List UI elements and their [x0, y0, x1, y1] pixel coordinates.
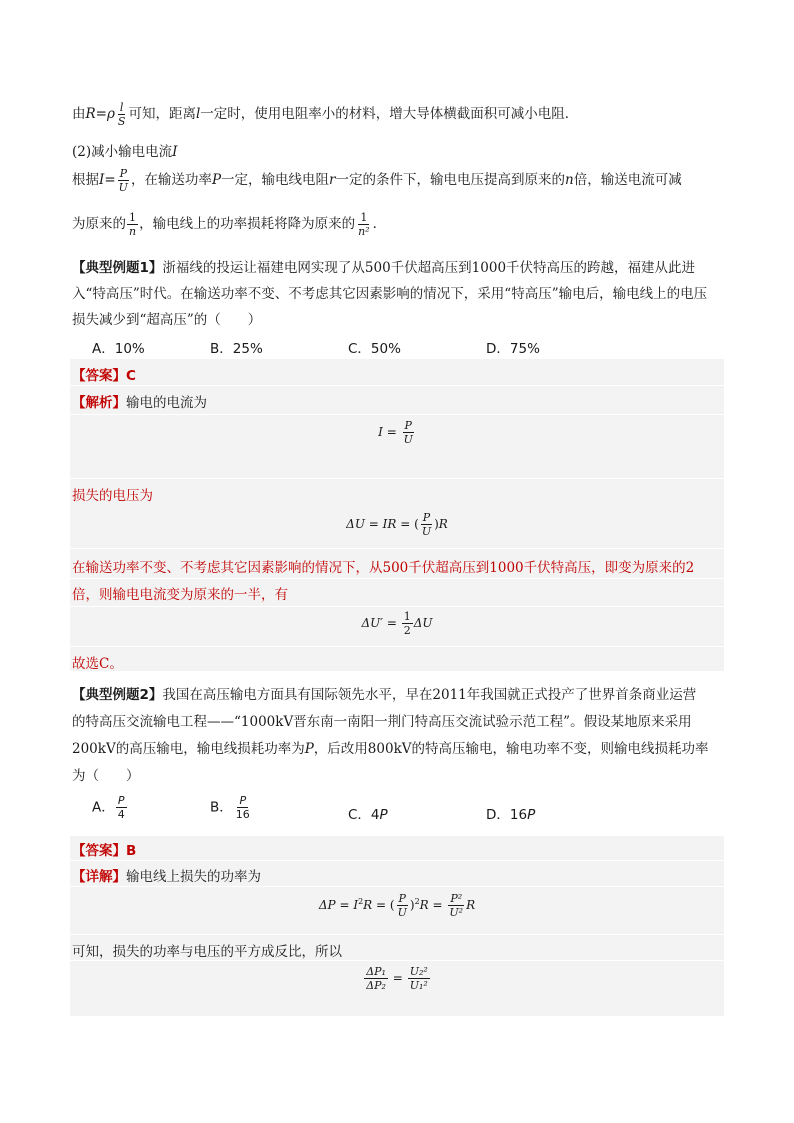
text: =	[104, 172, 116, 188]
var-n: n	[565, 172, 574, 188]
text: D．16	[486, 807, 528, 823]
option-a	[92, 795, 128, 820]
text: (	[389, 898, 395, 912]
fraction: $\frac{\text{U₂²}}{\text{U₁²}}$	[409, 965, 428, 992]
example-2-line-4: 为（ ）	[72, 768, 140, 784]
example-2-line-2: 的特高压交流输电工程——“1000kV晋东南一南阳一荆门特高压交流试验示范工程”。假设某地原来采用	[72, 714, 692, 730]
text: 我国在高压输电方面具有国际领先水平，早在2011年我国就正式投产了世界首条商业运营	[162, 687, 697, 703]
var-P: P	[527, 807, 536, 823]
text: R =	[363, 898, 387, 912]
example-1-line-1	[72, 256, 695, 276]
text: =	[339, 898, 350, 912]
text: 损失减少到“超高压”的（ ）	[72, 312, 262, 328]
fraction: $\frac{\text{P²}}{\text{U²}}$	[449, 892, 464, 919]
fraction-1-over-n: $\frac{1}{n}$	[129, 211, 137, 238]
text: 倍，输送电流可减	[573, 172, 682, 188]
text: 为原来的	[72, 216, 126, 232]
var-P: P	[304, 741, 314, 757]
divider	[70, 385, 724, 386]
example-tag: 【典型例题2】	[72, 687, 163, 703]
fraction-P-over-U: $\frac{P}{U}$	[118, 167, 128, 194]
answer-value: C	[126, 368, 136, 384]
divider	[70, 646, 724, 647]
formula-power-ratio	[70, 966, 724, 991]
var-P: P	[379, 807, 388, 823]
example-2-line-3	[72, 737, 709, 757]
text: I	[353, 898, 359, 912]
text: C．4	[348, 807, 380, 823]
example-tag: 【典型例题1】	[72, 260, 163, 276]
text: ，后改用800kV的特高压输电，输电功率不变，则输电线损耗功率	[313, 741, 709, 757]
text: = IR =	[368, 517, 411, 531]
analysis-tag: 【解析】	[72, 395, 126, 411]
answer-line-2	[72, 839, 136, 859]
analysis-line-1	[72, 391, 207, 411]
fraction: $\frac{P}{U}$	[421, 511, 432, 538]
fraction: $\frac{\text{ΔP₁}}{\text{ΔP₂}}$	[366, 965, 386, 992]
text: ΔU′	[361, 616, 383, 630]
text: 入“特高压”时代。在输送功率不变、不考虑其它因素影响的情况下，采用“特高压”输电后，输电线上的电压	[72, 286, 708, 302]
text: ΔU	[413, 616, 433, 630]
formula-power-loss	[70, 893, 724, 918]
option-a: A．10%	[92, 341, 145, 357]
var-P: P	[211, 172, 222, 188]
text: R =	[419, 898, 443, 912]
text: ΔP	[318, 898, 336, 912]
option-d: D．75%	[486, 341, 540, 357]
intro-line-4	[72, 212, 386, 237]
text: R	[466, 898, 476, 912]
text: )	[409, 898, 415, 912]
text: 根据	[72, 172, 99, 188]
text: A．	[92, 799, 115, 816]
text: 浙福线的投运让福建电网实现了从500千伏超高压到1000千伏特高压的跨越，福建从此进	[162, 260, 696, 276]
answer-tag: 【答案】	[72, 368, 126, 384]
fraction: $\frac{1}{2}$	[403, 610, 411, 637]
text: 输电的电流为	[126, 395, 207, 411]
divider	[70, 548, 724, 549]
text: )	[434, 517, 439, 531]
answer-tag: 【答案】	[72, 843, 126, 859]
fraction: $\frac{P}{U}$	[397, 892, 407, 919]
text: I	[378, 425, 383, 439]
text: =	[386, 616, 397, 630]
var-R: R	[85, 106, 96, 122]
fraction: $\frac{P}{4}$	[117, 794, 125, 821]
divider	[70, 960, 724, 961]
divider	[70, 478, 724, 479]
loss-voltage-label: 损失的电压为	[72, 488, 153, 504]
answer-value: B	[126, 843, 137, 859]
option-d	[486, 803, 535, 823]
intro-line-1	[72, 102, 578, 127]
example-1-line-2	[72, 282, 707, 302]
var-l: l	[195, 106, 201, 122]
intro-line-3	[72, 168, 682, 193]
formula-current	[70, 420, 724, 445]
text: 输电线上损失的功率为	[126, 869, 261, 885]
text: 一定时，使用电阻率小的材料，增大导体横截面积可减小电阻．	[200, 106, 579, 122]
divider	[70, 886, 724, 887]
text: R	[438, 517, 448, 531]
answer-line-1	[72, 364, 136, 384]
option-c	[348, 803, 388, 823]
text: ，在输送功率	[130, 172, 212, 188]
text: ΔU	[346, 517, 365, 531]
var-I: I	[172, 144, 178, 160]
text: 一定的条件下，输电电压提高到原来的	[335, 172, 565, 188]
text: ．	[372, 216, 387, 232]
fraction: $\frac{P}{16}$	[235, 794, 250, 821]
text: =	[392, 971, 403, 985]
option-b: B．25%	[210, 341, 263, 357]
var-r: r	[329, 172, 336, 188]
option-c: C．50%	[348, 341, 401, 357]
example-1-line-3	[72, 308, 261, 328]
text: ，输电线上的功率损耗将降为原来的	[139, 216, 356, 232]
formula-voltage-loss	[70, 512, 724, 537]
divider	[70, 860, 724, 861]
divider	[70, 414, 724, 415]
text: 200kV的高压输电，输电线损耗功率为	[72, 741, 305, 757]
condition-line-1: 在输送功率不变、不考虑其它因素影响的情况下，从500千伏超高压到1000千伏特高压，即变为原来的2	[72, 560, 695, 576]
text: 可知，距离	[128, 106, 196, 122]
inverse-relation-line: 可知，损失的功率与电压的平方成反比，所以	[72, 944, 342, 960]
text: (2)减小输电电流	[72, 144, 173, 160]
text: 一定，输电线电阻	[221, 172, 330, 188]
text: =	[95, 106, 107, 122]
divider	[70, 578, 724, 579]
fraction: $\frac{P}{U}$	[403, 419, 413, 446]
text: 2	[414, 897, 420, 906]
detail-tag: 【详解】	[72, 869, 126, 885]
var-I: I	[99, 172, 105, 188]
fraction-1-over-n2: $\frac{1}{\text{n²}}$	[358, 211, 370, 238]
condition-line-2: 倍，则输电电流变为原来的一半，有	[72, 587, 288, 603]
var-rho: ρ	[106, 106, 115, 122]
divider	[70, 606, 724, 607]
example-2-line-1	[72, 683, 696, 703]
option-b	[210, 795, 253, 820]
text: 2	[358, 897, 364, 906]
text: B．	[210, 799, 233, 816]
conclusion: 故选C。	[72, 656, 123, 672]
detail-line-1	[72, 865, 261, 885]
intro-line-2	[72, 140, 177, 160]
text: 由	[72, 106, 86, 122]
fraction-l-over-S: $\frac{l}{S}$	[117, 101, 126, 128]
text: =	[386, 425, 397, 439]
divider	[70, 934, 724, 935]
text: (	[414, 517, 419, 531]
formula-new-voltage-loss	[70, 611, 724, 636]
